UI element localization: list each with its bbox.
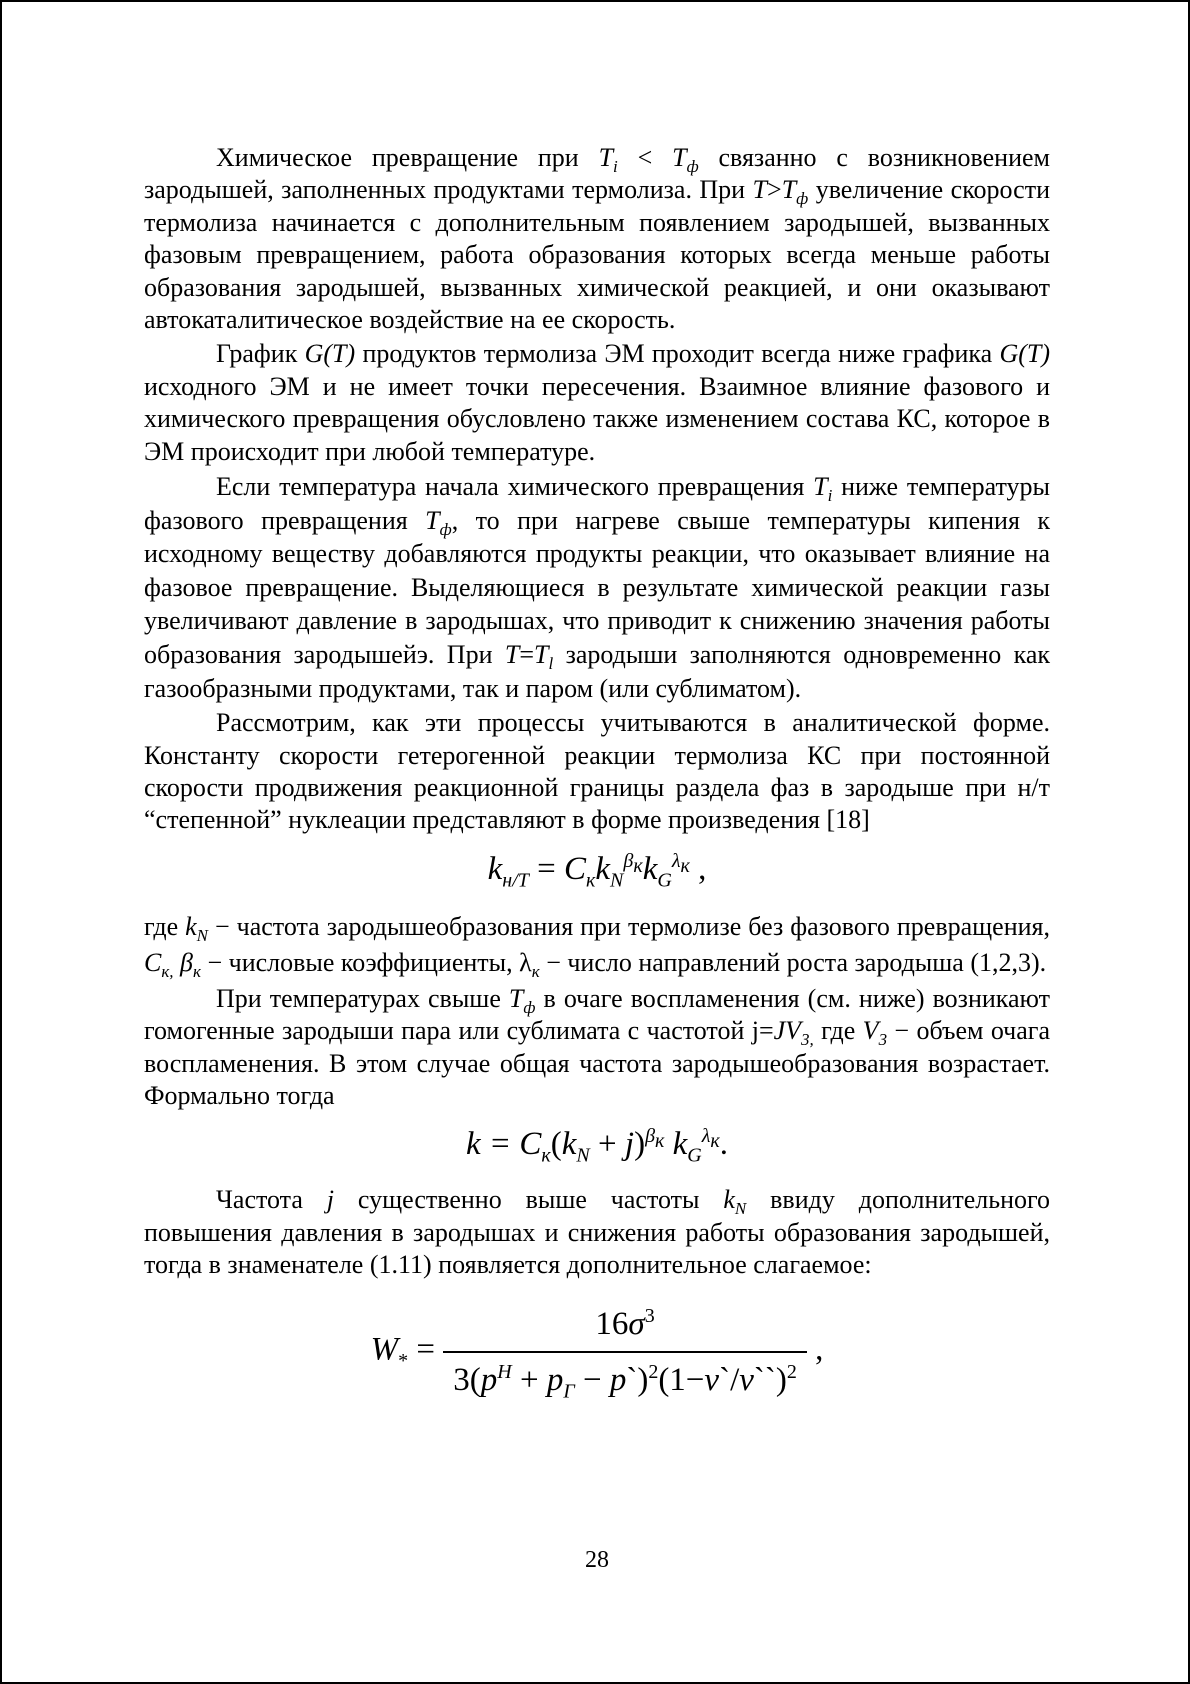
page-number: 28 xyxy=(585,1547,609,1573)
formula-rate-constant: $k_{н/T} = C_кk_N^{\beta_к}k_G^{\lambda_к}$ , xyxy=(487,849,707,892)
body-text xyxy=(144,142,1050,1420)
fraction-numerator: $16\sigma^3$ xyxy=(443,1302,807,1353)
paragraph-3: Если температура начала химического превращения $T_i$ ниже температуры фазового превращения $T_ф$, то при нагреве свыше температуры кипения к исходному веществу добавляются продукты реакции, что оказывает влияние на фазовое превращение. Выделяющиеся в результате химической реакции газы увеличивают давление в зародышах, что приводит к снижению значения работы образования зародышейэ. При $T=T_l$ зародыши заполняются одновременно как газообразными продуктами, так и паром (или сублиматом). xyxy=(144,472,1051,703)
paragraph-2: График G(T) продуктов термолиза ЭМ проходит всегда ниже графика G(T) исходного ЭМ и не имеет точки пересечения. Взаимное влияние фазового и химического превращения обусловлено также изменением состава КС, которое в ЭМ происходит при любой температуре. xyxy=(144,339,1050,466)
paragraph-7: Частота j существенно выше частоты $k_N$ ввиду дополнительного повышения давления в зародышах и снижения работы образования зародышей, тогда в знаменателе (1.11) появляется дополнительное слагаемое: xyxy=(144,1185,1050,1280)
formula-nucleation-work: $W_*$ = $\frac{16\sigma^3}{3(p^H + p_Г - p`)^2(1-\nu`/\nu``)^2}$ , xyxy=(144,1302,1050,1402)
paragraph-6: При температурах свыше $T_ф$ в очаге воспламенения (см. ниже) возникают гомогенные зародыши пара или сублимата с частотой $j=JV_{3,}$ где $V_3$ − объем очага воспламенения. В этом случае общая частота зародышеобразования возрастает. Формально тогда xyxy=(144,983,1050,1111)
formula-total-rate: $k = C_к(k_N + j)^{\beta_к}$ $k_G^{\lambda_к}$. xyxy=(465,1125,729,1168)
paragraph-4: Рассмотрим, как эти процессы учитываются в аналитической форме. Константу скорости гетерогенной реакции термолиза КС при постоянной скорости продвижения реакционной границы раздела фаз в зародыше при н/т “степенной” нуклеации представляют в форме произведения [18] xyxy=(144,708,1050,835)
fraction xyxy=(443,1302,807,1402)
fraction-denominator: $3(p^H + p_Г$ − p`)$^2$(1−ν`/ν``)$^2$ xyxy=(453,1360,797,1403)
paragraph-1: Химическое превращение при $T_i < T_ф$ связанно с возникновением зародышей, заполненных продуктами термолиза. При $T>T_ф$ увеличение скорости термолиза начинается с дополнительным появлением зародышей, вызванных фазовым превращением, работа образования которых всегда меньше работы образования зародышей, вызванных химической реакцией, и они оказывают автокаталитическое воздействие на ее скорость. xyxy=(144,143,1050,335)
paragraph-5: где $k_N$ − частота зародышеобразования при термолизе без фазового превращения, $C_{к,}$ $\beta_к$ − числовые коэффициенты, $\lambda_к$ − число направлений роста зародыша (1,2,3). xyxy=(144,911,1050,982)
